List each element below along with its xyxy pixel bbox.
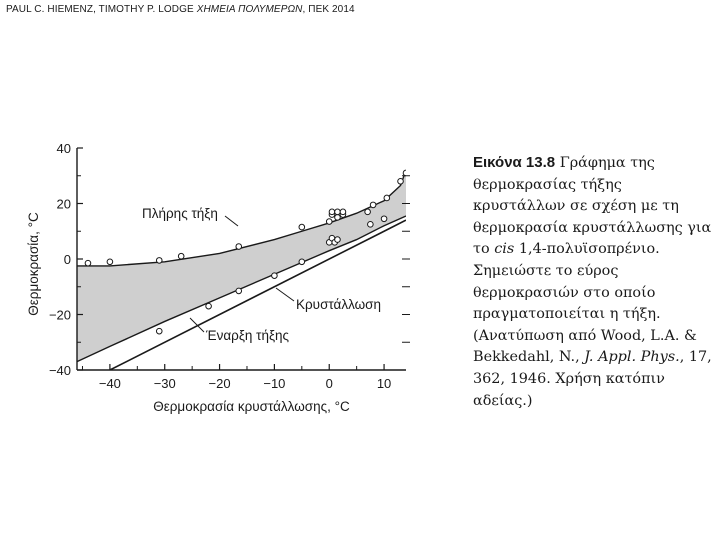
melting-onset-point-0 (156, 328, 162, 334)
header-authors: PAUL C. HIEMENZ, TIMOTHY P. LODGE (6, 4, 194, 15)
x-tick-label-4: 0 (325, 376, 333, 391)
x-tick-label-2: −20 (208, 376, 231, 391)
x-tick-label-3: −10 (263, 376, 286, 391)
y-tick-label-3: 20 (56, 196, 71, 212)
y-axis-label: Θερμοκρασία, °C (26, 212, 41, 316)
x-tick-label-1: −30 (153, 376, 176, 391)
x-axis-label: Θερμοκρασία κρυστάλλωσης, °C (153, 399, 350, 414)
melting-onset-point-3 (272, 273, 278, 279)
annotation-melting-onset-leader (190, 318, 204, 332)
full-melting-point-17 (403, 170, 409, 176)
annotation-crystallization-leader (276, 288, 294, 301)
chart-root (26, 141, 410, 414)
melting-onset-point-8 (335, 237, 341, 243)
caption-text-2: 1,4-πολυϊσοπρένιο. Σημειώστε το εύρος θερμοκρασιών στο οποίο πραγματοποιείται η τήξη. (Ανατύπωση από Wood, L.A. & Bekkedahl, N., (473, 241, 697, 366)
full-melting-point-5 (299, 224, 305, 230)
annotation-melting-onset: Έναρξη τήξης (206, 328, 290, 343)
annotation-full-melting: Πλήρης τήξη (142, 206, 218, 221)
full-melting-point-0 (85, 260, 91, 266)
full-melting-point-16 (398, 179, 404, 185)
x-tick-label-0: −40 (98, 376, 121, 391)
melting-onset-point-1 (206, 303, 212, 309)
full-melting-point-8 (329, 209, 335, 215)
header-publisher: , ΠΕΚ 2014 (302, 4, 355, 15)
caption-text-3: , 17, 362, 1946. Χρήση κατόπιν αδείας.) (473, 349, 712, 409)
annotation-crystallization: Κρυστάλλωση (296, 297, 382, 312)
y-tick-label-1: −20 (48, 307, 71, 323)
caption-text-1: Γράφημα της θερμοκρασίας τήξης κρυστάλλων σε σχέση με τη θερμοκρασία κρυστάλλωσης για το (473, 155, 712, 258)
full-melting-point-1 (107, 259, 113, 265)
full-melting-point-6 (326, 219, 332, 225)
full-melting-point-12 (340, 209, 346, 215)
full-melting-point-13 (365, 209, 371, 215)
caption-cis: cis (494, 241, 515, 258)
full-melting-point-15 (384, 195, 390, 201)
figure-caption (473, 152, 713, 412)
melting-onset-point-4 (299, 259, 305, 265)
full-melting-point-9 (335, 215, 341, 221)
y-tick-label-4: 40 (56, 141, 71, 156)
melting-onset-point-9 (368, 222, 374, 228)
caption-journal: J. Appl. Phys. (584, 349, 680, 366)
figure-label: Εικόνα 13.8 (473, 154, 556, 171)
full-melting-point-10 (335, 209, 341, 215)
y-tick-label-0: −40 (48, 363, 71, 378)
header-book-title: ΧΗΜΕΙΑ ΠΟΛΥΜΕΡΩΝ (196, 4, 303, 15)
full-melting-point-3 (178, 253, 184, 259)
y-tick-label-2: 0 (63, 252, 71, 267)
x-tick-label-5: 10 (376, 376, 392, 391)
full-melting-point-2 (156, 258, 162, 264)
full-melting-point-14 (370, 202, 376, 208)
full-melting-point-4 (236, 244, 242, 250)
melting-onset-point-2 (236, 288, 242, 294)
melting-onset-point-10 (381, 216, 387, 222)
annotation-full-melting-leader (225, 216, 238, 226)
